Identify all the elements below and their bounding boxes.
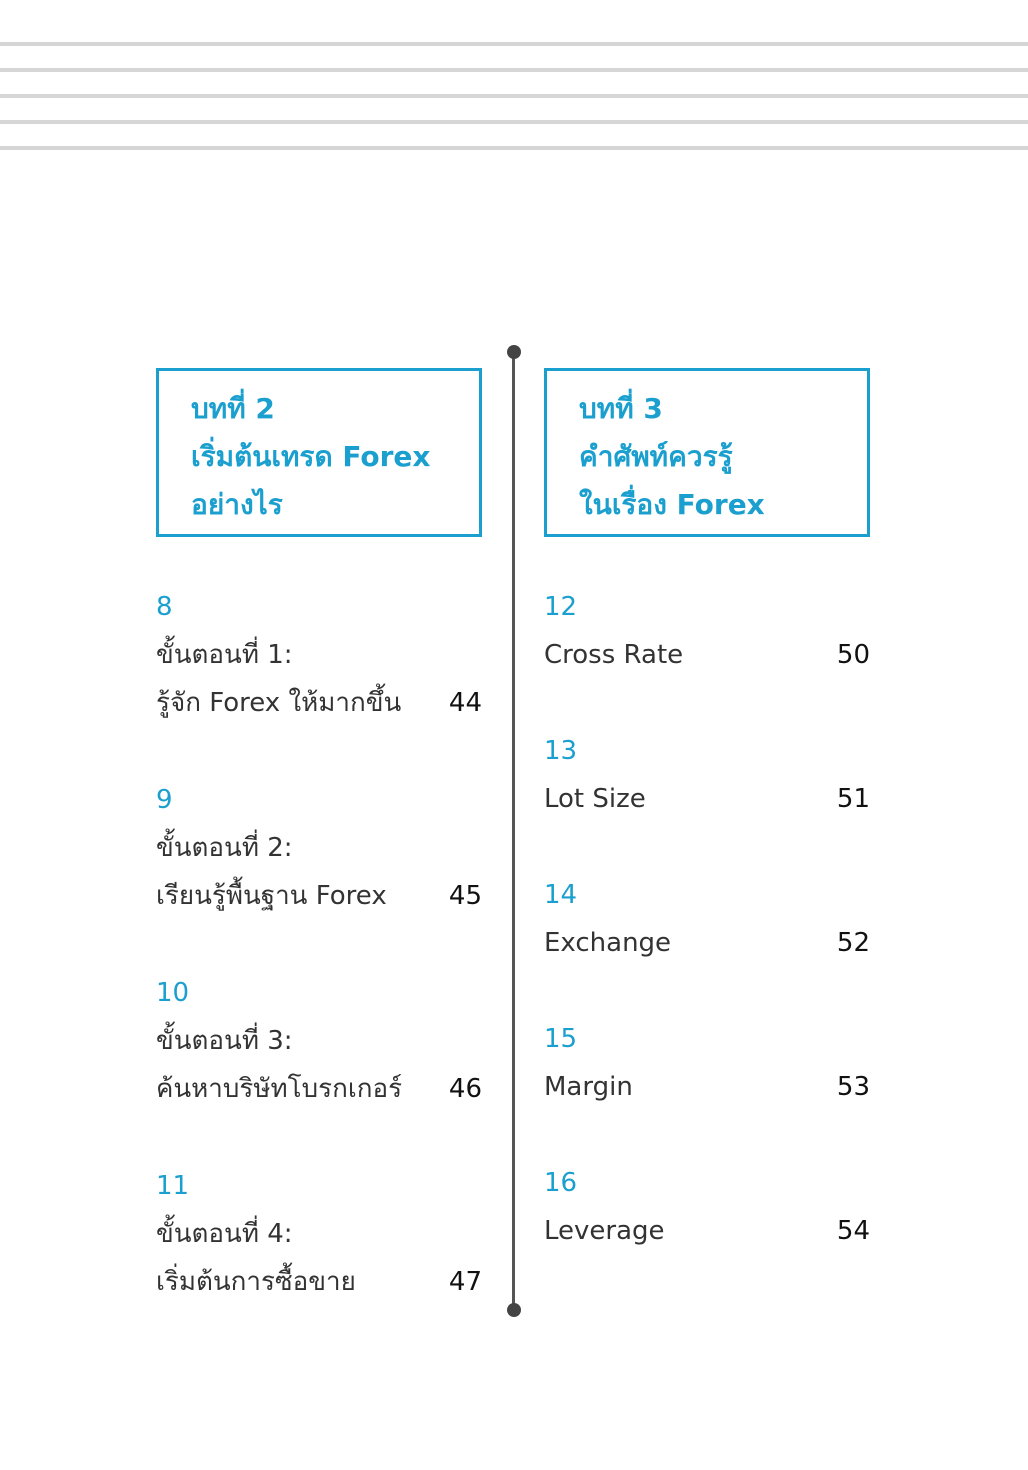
entry-page-number: 50 [836, 640, 870, 670]
header-rule-1 [0, 42, 1028, 46]
entry-number: 15 [544, 1024, 578, 1054]
chapter-title-line: ในเรื่อง Forex [579, 488, 765, 521]
entry-title-line: ขั้นตอนที่ 3: [156, 1026, 293, 1056]
toc-entry[interactable] [544, 727, 870, 823]
header-rule-3 [0, 94, 1028, 98]
toc-entry[interactable] [544, 1015, 870, 1111]
entry-number: 14 [544, 880, 578, 910]
toc-entry[interactable] [544, 871, 870, 967]
entry-title-line: ขั้นตอนที่ 1: [156, 640, 293, 670]
toc-entry[interactable] [156, 776, 482, 920]
entry-number: 13 [544, 736, 578, 766]
entry-page-number: 47 [448, 1267, 482, 1297]
entry-title-line: Margin [544, 1072, 633, 1102]
header-rule-2 [0, 68, 1028, 72]
chapter-title-line: บทที่ 3 [579, 392, 663, 425]
header-rule-5 [0, 146, 1028, 150]
toc-entry[interactable] [156, 583, 482, 727]
entry-page-number: 51 [836, 784, 870, 814]
entry-number: 9 [156, 785, 173, 815]
column-divider [512, 352, 515, 1310]
entry-title-line: Cross Rate [544, 640, 684, 670]
toc-entry[interactable] [156, 1162, 482, 1306]
entry-title-line: Lot Size [544, 784, 646, 814]
entry-title-line: Leverage [544, 1216, 665, 1246]
chapter-title-line: เริ่มต้นเทรด Forex [191, 440, 431, 473]
entry-page-number: 46 [448, 1074, 482, 1104]
entry-title-line: ขั้นตอนที่ 2: [156, 833, 293, 863]
chapter-3-column [544, 368, 870, 1303]
chapter-title-line: บทที่ 2 [191, 392, 275, 425]
entry-number: 16 [544, 1168, 578, 1198]
entry-title-line: ขั้นตอนที่ 4: [156, 1219, 293, 1249]
divider-top-dot [507, 345, 521, 359]
chapter-3-title-box [544, 368, 870, 537]
entry-page-number: 53 [836, 1072, 870, 1102]
entry-number: 11 [156, 1171, 190, 1201]
chapter-2-title-box [156, 368, 482, 537]
chapter-2-entries [156, 583, 482, 1306]
entry-number: 10 [156, 978, 190, 1008]
chapter-2-column [156, 368, 482, 1355]
entry-number: 8 [156, 592, 173, 622]
entry-title-line: เริ่มต้นการซื้อขาย [156, 1267, 356, 1297]
entry-title-line: Exchange [544, 928, 672, 958]
entry-number: 12 [544, 592, 578, 622]
chapter-title-line: คำศัพท์ควรรู้ [579, 440, 733, 473]
chapter-title-line: อย่างไร [191, 488, 283, 521]
toc-entry[interactable] [544, 1159, 870, 1255]
chapter-3-entries [544, 583, 870, 1255]
entry-page-number: 54 [836, 1216, 870, 1246]
entry-page-number: 52 [836, 928, 870, 958]
entry-page-number: 45 [448, 881, 482, 911]
entry-title-line: เรียนรู้พื้นฐาน Forex [156, 881, 387, 911]
header-rule-4 [0, 120, 1028, 124]
entry-page-number: 44 [448, 688, 482, 718]
entry-title-line: ค้นหาบริษัทโบรกเกอร์ [156, 1074, 403, 1104]
entry-title-line: รู้จัก Forex ให้มากขึ้น [156, 688, 402, 718]
toc-entry[interactable] [156, 969, 482, 1113]
divider-bottom-dot [507, 1303, 521, 1317]
toc-entry[interactable] [544, 583, 870, 679]
